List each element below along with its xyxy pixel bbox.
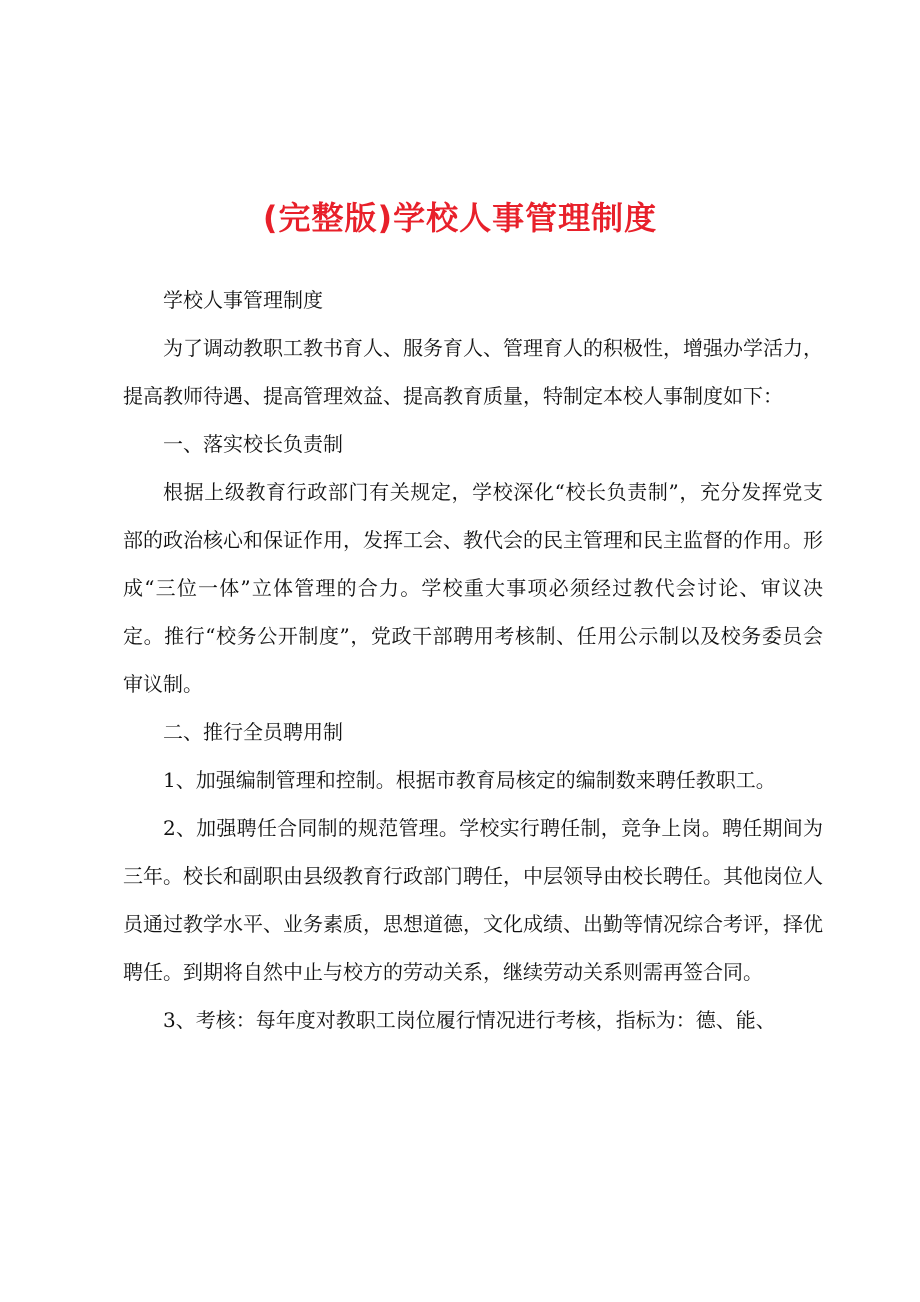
- paragraph-item-2: 2、加强聘任合同制的规范管理。学校实行聘任制，竞争上岗。聘任期间为三年。校长和副职由县级教育行政部门聘任，中层领导由校长聘任。其他岗位人员通过教学水平、业务素质，思想道德，文化成绩、出勤等情况综合考评，择优聘任。到期将自然中止与校方的劳动关系，继续劳动关系则需再签合同。: [123, 816, 823, 984]
- paragraph-item-1: 1、加强编制管理和控制。根据市教育局核定的编制数来聘任教职工。: [163, 768, 776, 792]
- paragraph-item-3: 3、考核：每年度对教职工岗位履行情况进行考核，指标为：德、能、: [163, 1008, 776, 1032]
- section-heading-2: 二、推行全员聘用制: [163, 720, 343, 744]
- section-heading-1: 一、落实校长负责制: [163, 432, 343, 456]
- document-title: (完整版)学校人事管理制度: [262, 199, 658, 237]
- paragraph-section-1: 根据上级教育行政部门有关规定，学校深化“校长负责制”，充分发挥党支部的政治核心和保证作用，发挥工会、教代会的民主管理和民主监督的作用。形成“三位一体”立体管理的合力。学校重大事项必须经过教代会讨论、审议决定。推行“校务公开制度”，党政干部聘用考核制、任用公示制以及校务委员会审议制。: [123, 480, 823, 696]
- paragraph-intro: 为了调动教职工教书育人、服务育人、管理育人的积极性，增强办学活力，提高教师待遇、提高管理效益、提高教育质量，特制定本校人事制度如下：: [123, 336, 823, 408]
- document-body: [123, 276, 823, 1044]
- paragraph-subtitle: 学校人事管理制度: [163, 288, 323, 312]
